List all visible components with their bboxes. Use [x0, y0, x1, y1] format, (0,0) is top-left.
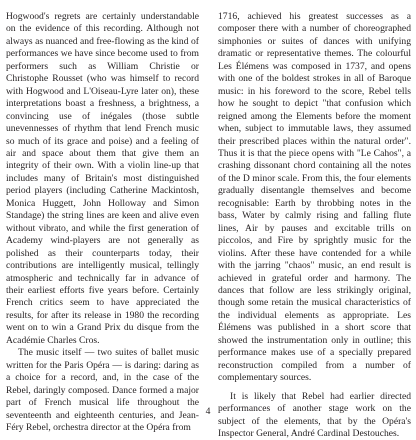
- paragraph: 1716, achieved his greatest successes as a composer there with a number of choreographed simphonies or suites of dances with unifying dramatic or representative themes. The colourful Les Élémens was composed in 1737, and opens with one of the boldest strokes in all of Baroque music: in his foreword to the score, Rebel tells how he sought to depict "that confusion which reigned among the Elements before the moment when, subject to immutable laws, they assumed their prescribed places within the natural order". Thus it is that the piece opens with "Le Cahos", a crashing dissonant chord containing all the notes of the D minor scale. From this, the four elements gradually disentangle themselves and become recognisable: Earth by throbbing notes in the bass, Water by calmly rising and falling flute lines, Air by pauses and excitable trills on piccolos, and Fire by sprightly music for the violins. After these have contended for a while with the jarring "chaos" music, an end result is achieved in grateful order and harmony. The dances that follow are less strikingly original, though some retain the musical characteristics of the individual elements as appropriate. Les Élémens was published in a short score that showed the instrumentation only in outline; this performance makes use of a specially prepared reconstruction compiled from a number of complementary sources.: [218, 11, 411, 384]
- paragraph: Hogwood's regrets are certainly understandable on the evidence of this recording. Although not always as nuanced and free-flowing as the kind of performances we have since become used to from performers such as William Christie or Christophe Rousset (who was himself to record with Hogwood and L'Oiseau-Lyre later on), these interpretations boast a freshness, a brightness, a convincing use of inégales (those subtle unevennesses of rhythm that lend French music so much of its grace and poise) and a feeling of air and space about them that give them an integrity of their own. With a violin line-up that includes many of Britain's most distinguished period players (including Catherine Mackintosh, Monica Huggett, John Holloway and Simon Standage) the string lines are keen and alive even without vibrato, and while the first generation of Academy wind-players are not generally as polished as their counterparts today, their contributions are intelligently musical, tellingly atmospheric and technically far in advance of their earliest efforts five years before. Certainly French critics seem to have appreciated the results, for after its release in 1980 the recording went on to win a Grand Prix du disque from the Académie Charles Cros.: [6, 11, 199, 346]
- paragraph: It is likely that Rebel had earlier directed performances of another stage work on the subject of the elements, that by the Opéra's Inspector General, André Cardinal Destouches.: [218, 390, 411, 439]
- paragraph: The music itself — two suites of ballet music written for the Paris Opéra — is daring: daring as a choice for a record, and, in the case of the Rebel, daringly composed. Dance formed a major part of French musical life throughout the seventeenth and eighteenth centuries, and Jean-Féry Rebel, orchestra director at the Opéra from: [6, 347, 199, 433]
- page-number: 4: [205, 406, 211, 417]
- left-column: [6, 11, 199, 434]
- right-column: [218, 11, 411, 440]
